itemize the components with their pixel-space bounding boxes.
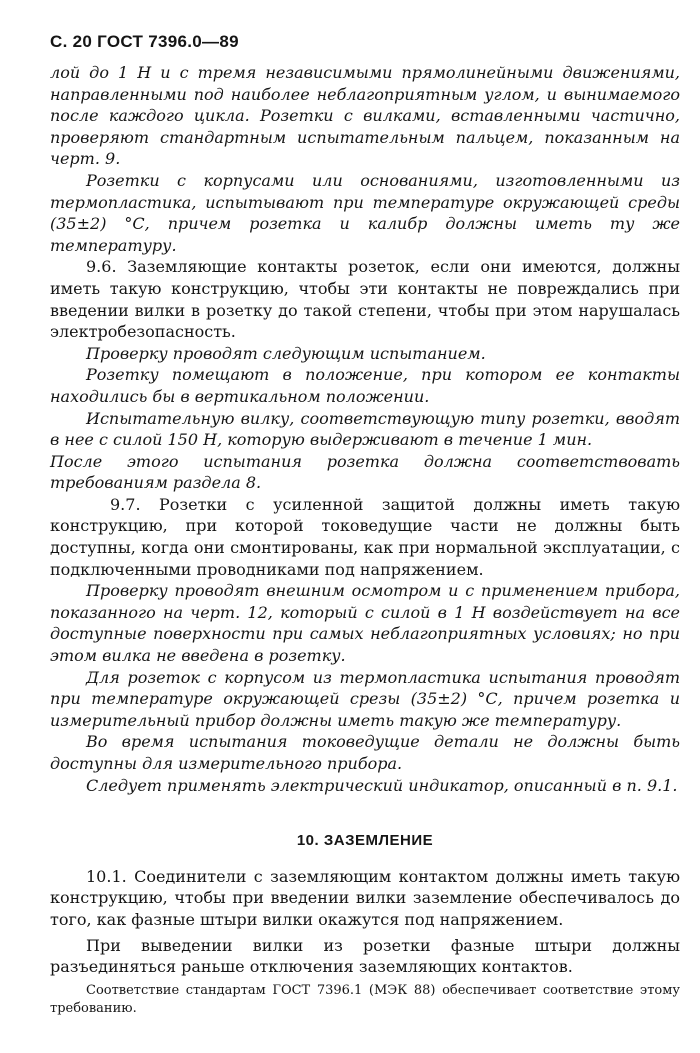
section-heading-grounding: 10. ЗАЗЕМЛЕНИЕ [296, 832, 434, 850]
paragraph-socket-position: Розетку помещают в положение, при котором ее контакты находились бы в вертикальном положении. [50, 365, 680, 406]
paragraph-inspection: Проверку проводят внешним осмотром и с применением прибора, показанного на черт. 12, который с силой в 1 Н воздействует на все доступные поверхности при самых неблагоприятных условиях; но при этом вилка не введена в розетку. [50, 581, 680, 666]
paragraph-9-7: 9.7. Розетки с усиленной защитой должны иметь такую конструкцию, при которой токоведущие части не должны быть доступны, когда они смонтированы, как при нормальной эксплуатации, с подключенными проводниками под напряжением. [50, 494, 680, 579]
paragraph-indicator: Следует применять электрический индикатор, описанный в п. 9.1. [86, 775, 678, 795]
paragraph-thermoplastic-housing: Для розеток с корпусом из термопластика испытания проводят при температуре окружающей срезы (35±2) °С, причем розетка и измерительный прибор должны иметь такую же температуру. [50, 667, 680, 730]
compliance-note: Соответствие стандартам ГОСТ 7396.1 (МЭК 88) обеспечивает соответствие этому требованию. [50, 982, 680, 1016]
body-text [50, 62, 680, 1018]
paragraph-test-intro: Проверку проводят следующим испытанием. [86, 343, 486, 363]
paragraph-test-plug: Испытательную вилку, соответствующую типу розетки, вводят в нее с силой 150 Н, которую выдерживают в течение 1 мин. [50, 408, 680, 450]
paragraph-10-1: 10.1. Соединители с заземляющим контактом должны иметь такую конструкцию, чтобы при введении вилки заземление обеспечивалось до того, как фазные штыри вилки окажутся под напряжением. [50, 866, 680, 929]
paragraph-9-6: 9.6. Заземляющие контакты розеток, если они имеются, должны иметь такую конструкцию, чтобы эти контакты не повреждались при введении вилки в розетку до такой степени, чтобы при этом нарушалась электробезопасность. [50, 257, 680, 342]
paragraph-thermoplastic-sockets: Розетки с корпусами или основаниями, изготовленными из термопластика, испытывают при температуре окружающей среды (35±2) °С, причем розетка и калибр должны иметь ту же температуру. [50, 170, 680, 255]
paragraph-live-parts: Во время испытания токоведущие детали не должны быть доступны для измерительного прибора. [50, 732, 680, 773]
paragraph-after-test: После этого испытания розетка должна соответствовать требованиям раздела 8. [50, 451, 680, 493]
page-header: С. 20 ГОСТ 7396.0—89 [50, 32, 239, 51]
paragraph-plug-removal: При выведении вилки из розетки фазные штыри должны разъединяться раньше отключения заземляющих контактов. [50, 935, 680, 977]
paragraph-continuation: лой до 1 Н и с тремя независимыми прямолинейными движениями, направленными под наиболее неблагоприятным углом, и вынимаемого после каждого цикла. Розетки с вилками, вставленными частично, проверяют стандартным испытательным пальцем, показанным на черт. 9. [50, 63, 680, 169]
